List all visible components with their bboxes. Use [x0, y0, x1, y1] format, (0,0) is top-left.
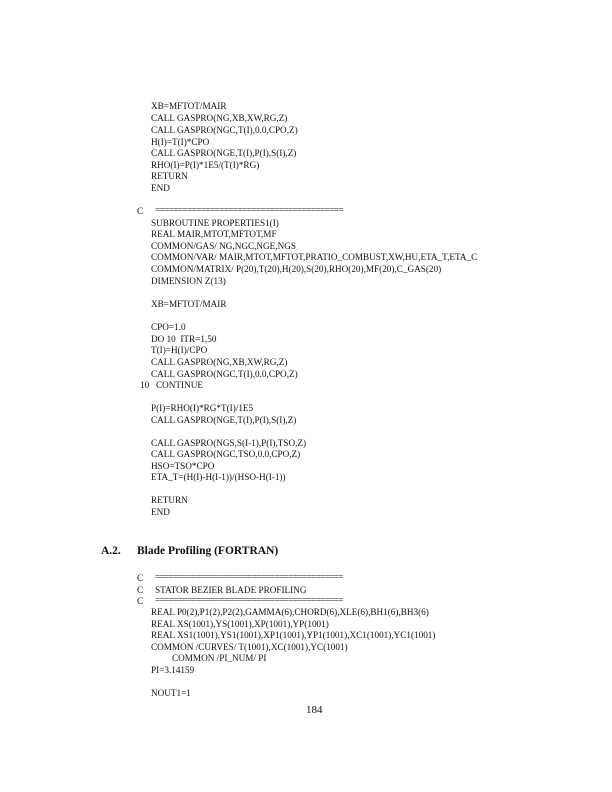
- code-line: CALL GASPRO(NGE,T(I),P(I),S(I),Z): [151, 148, 297, 158]
- code-line: COMMON/VAR/ MAIR,MTOT,MFTOT,PRATIO_COMBUST,XW,HU,ETA_T,ETA_C: [151, 252, 478, 262]
- code-line: NOUT1=1: [151, 688, 191, 698]
- code-line: END: [151, 183, 170, 193]
- code-line: DO 10 ITR=1,50: [151, 334, 217, 344]
- code-line: SUBROUTINE PROPERTIES1(I): [151, 218, 279, 228]
- code-line: CALL GASPRO(NGC,T(I),0.0,CPO,Z): [151, 369, 298, 379]
- code-line: REAL MAIR,MTOT,MFTOT,MF: [151, 229, 277, 239]
- code-line: CALL GASPRO(NGE,T(I),P(I),S(I),Z): [151, 415, 297, 425]
- code-line: CONTINUE: [156, 380, 203, 390]
- code-line: H(I)=T(I)*CPO: [151, 137, 210, 147]
- comment-marker: C: [137, 596, 144, 606]
- code-line: CALL GASPRO(NGS,S(I-1),P(I),TSO,Z): [151, 438, 307, 448]
- comment-text: STATOR BEZIER BLADE PROFILING: [155, 585, 307, 595]
- code-line: XB=MFTOT/MAIR: [151, 299, 227, 309]
- code-line: RETURN: [151, 171, 188, 181]
- code-line: CALL GASPRO(NG,XB,XW,RG,Z): [151, 113, 288, 123]
- code-line: RETURN: [151, 495, 188, 505]
- code-line: PI=3.14159: [151, 665, 195, 675]
- code-line: DIMENSION Z(13): [151, 276, 226, 286]
- section-title: Blade Profiling (FORTRAN): [137, 545, 279, 557]
- code-line: REAL P0(2),P1(2),P2(2),GAMMA(6),CHORD(6),XLE(6),BH1(6),BH3(6): [151, 607, 429, 617]
- separator-line: =========================================: [155, 595, 343, 605]
- code-line: ETA_T=(H(I)-H(I-1))/(HSO-H(I-1)): [151, 472, 286, 482]
- section-number: A.2.: [101, 545, 121, 557]
- code-line: COMMON/MATRIX/ P(20),T(20),H(20),S(20),RHO(20),MF(20),C_GAS(20): [151, 264, 442, 274]
- code-line: END: [151, 507, 170, 517]
- code-line: HSO=TSO*CPO: [151, 461, 215, 471]
- code-line: COMMON /PI_NUM/ PI: [172, 653, 267, 663]
- comment-marker: C: [137, 573, 144, 583]
- code-line: REAL XS1(1001),YS1(1001),XP1(1001),YP1(1001),XC1(1001),YC1(1001): [151, 630, 436, 640]
- code-line: REAL XS(1001),YS(1001),XP(1001),YP(1001): [151, 619, 329, 629]
- code-line: CALL GASPRO(NGC,T(I),0.0,CPO,Z): [151, 125, 298, 135]
- separator-line: =========================================: [155, 205, 343, 215]
- code-line: T(I)=H(I)/CPO: [151, 345, 208, 355]
- code-line: CALL GASPRO(NG,XB,XW,RG,Z): [151, 357, 288, 367]
- code-line: RHO(I)=P(I)*1E5/(T(I)*RG): [151, 160, 260, 170]
- statement-label: 10: [140, 380, 150, 390]
- code-line: P(I)=RHO(I)*RG*T(I)/1E5: [151, 403, 254, 413]
- code-line: CALL GASPRO(NGC,TSO,0.0,CPO,Z): [151, 449, 301, 459]
- separator-line: =========================================: [155, 572, 343, 582]
- code-line: XB=MFTOT/MAIR: [151, 101, 227, 111]
- comment-marker: C: [137, 585, 144, 595]
- code-line: CPO=1.0: [151, 322, 186, 332]
- code-line: COMMON/GAS/ NG,NGC,NGE,NGS: [151, 241, 296, 251]
- page-number: 184: [306, 704, 323, 716]
- code-line: COMMON /CURVES/ T(1001),XC(1001),YC(1001): [151, 642, 348, 652]
- comment-marker: C: [137, 206, 144, 216]
